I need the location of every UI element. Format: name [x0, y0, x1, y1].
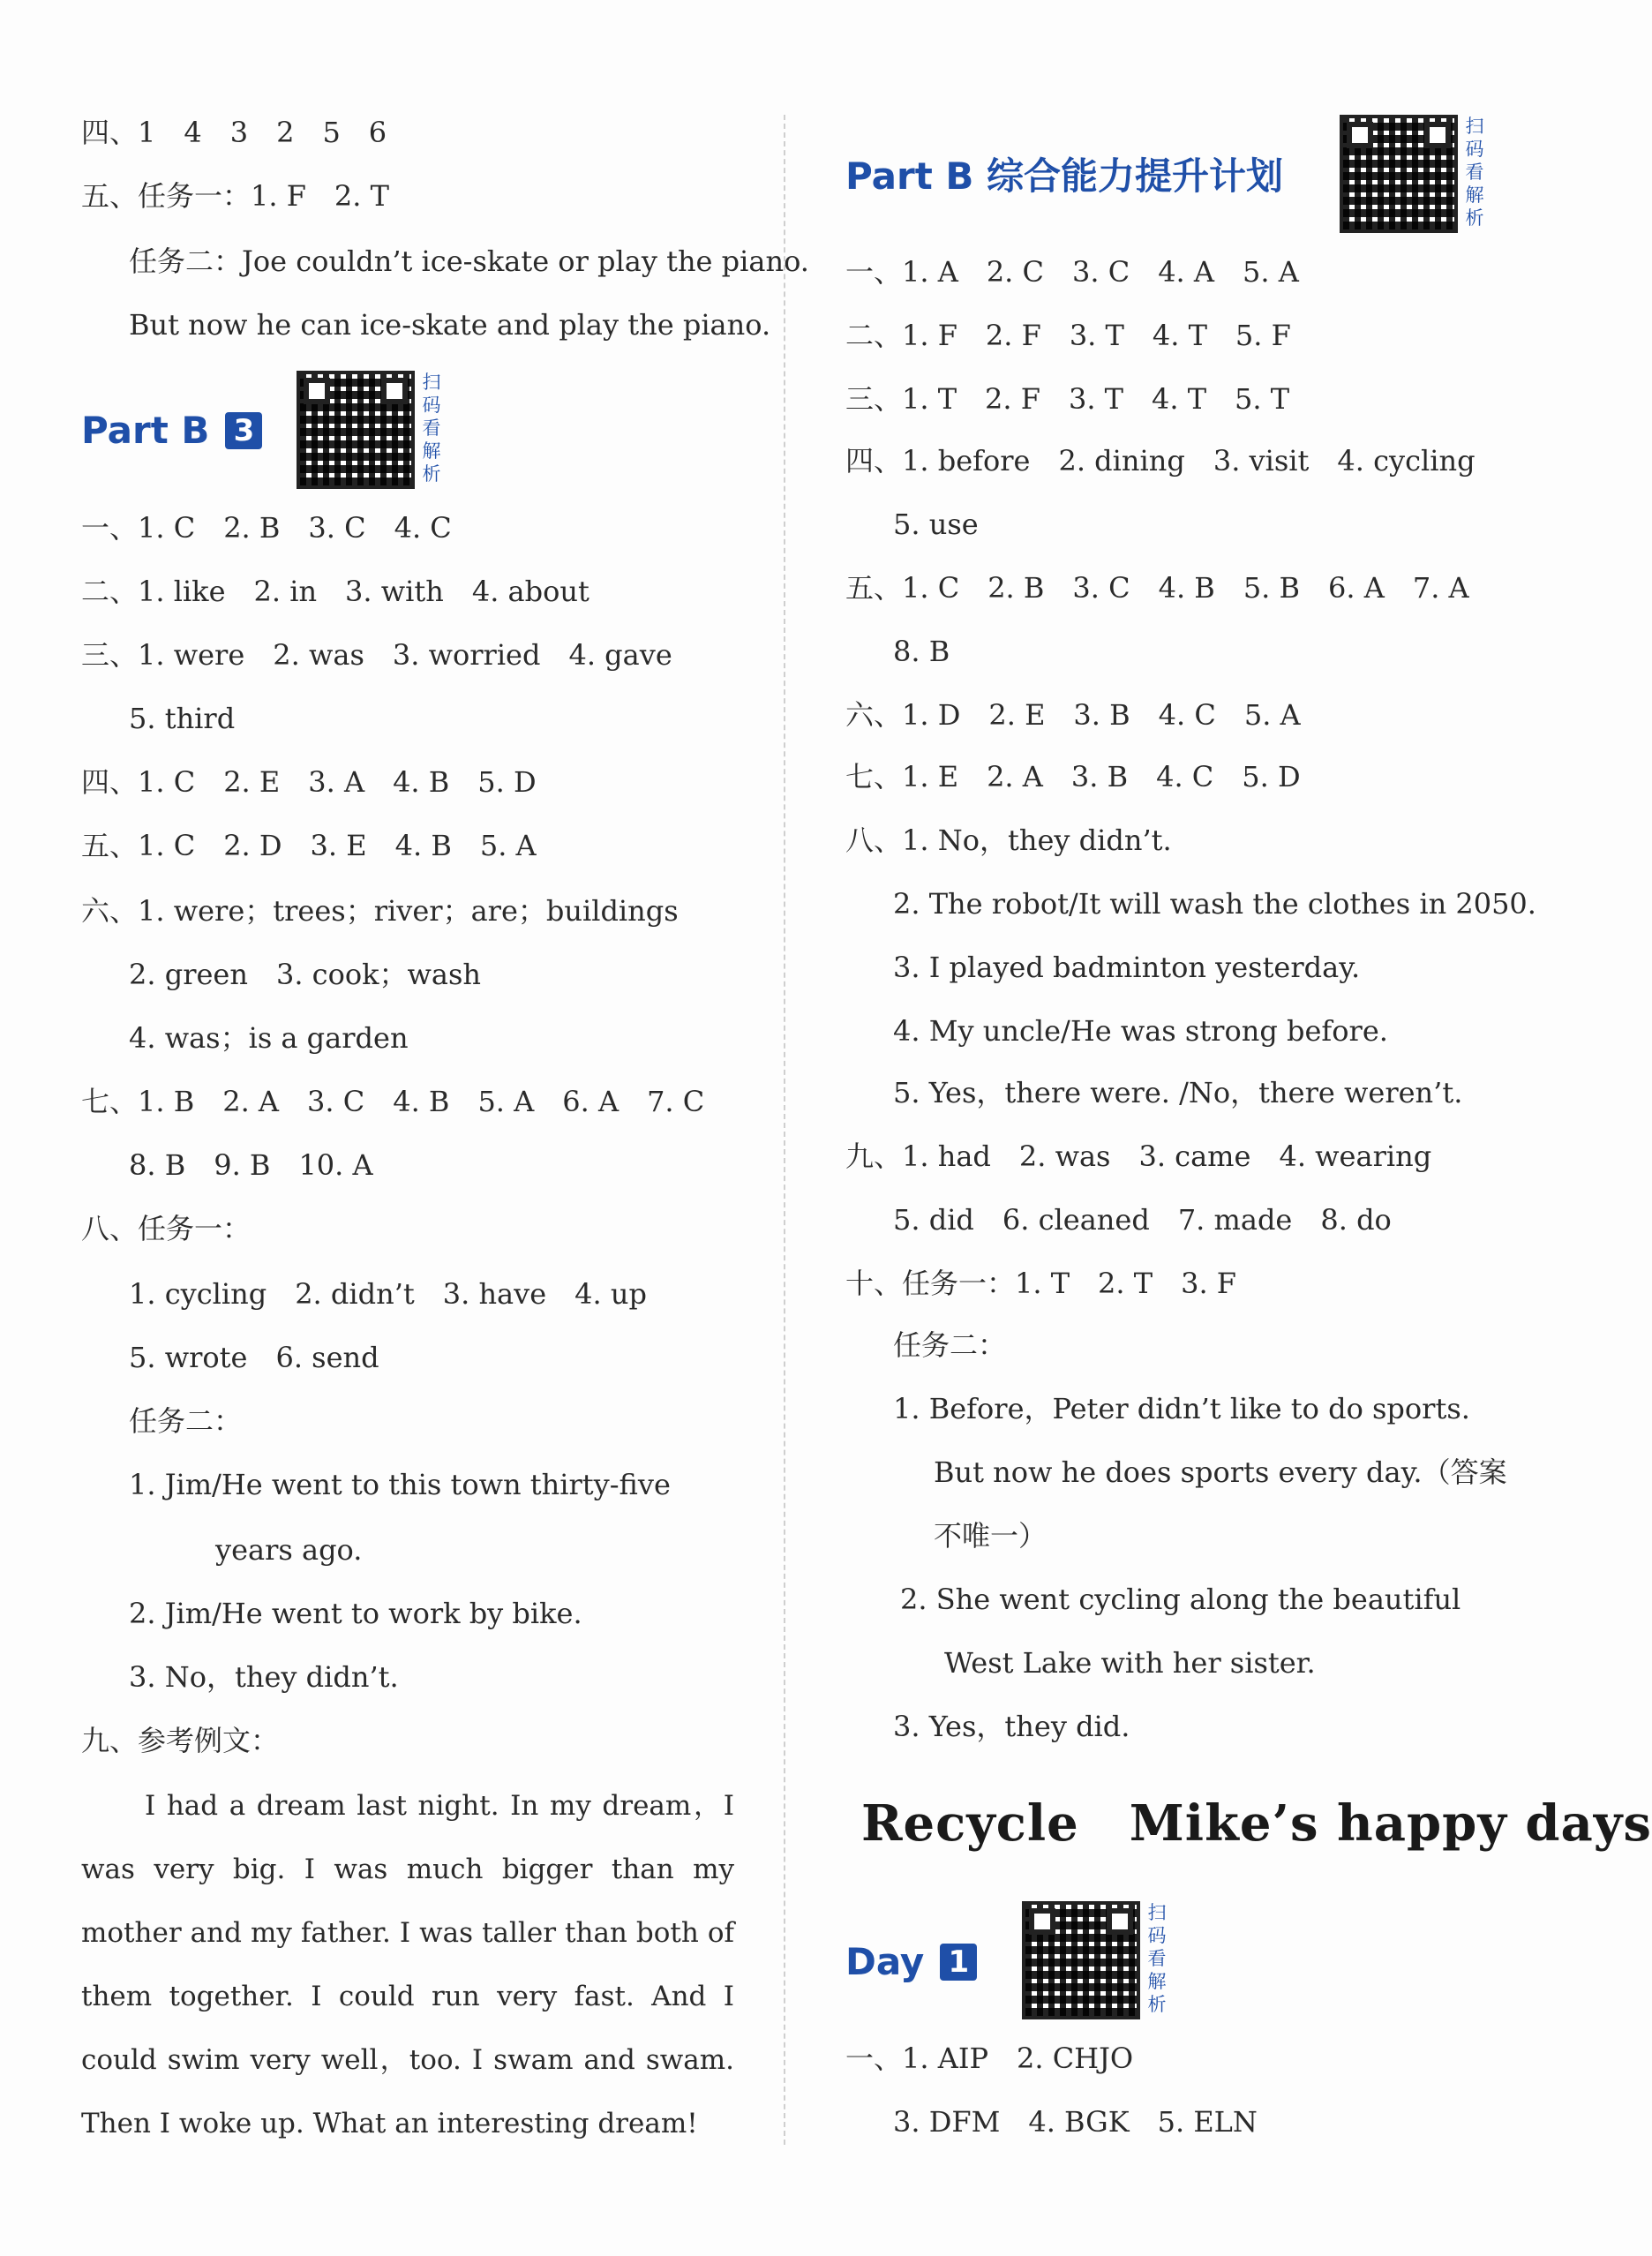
answer-line: 一、1. A 2. C 3. C 4. A 5. A	[845, 255, 1299, 289]
answer-line: 四、1 4 3 2 5 6	[81, 116, 387, 149]
answer-line: West Lake with her sister.	[944, 1646, 1316, 1680]
answer-line: 5. did 6. cleaned 7. made 8. do	[893, 1203, 1392, 1237]
section-title: Day	[845, 1940, 925, 1983]
answer-line: 2. The robot/It will wash the clothes in 2050.	[893, 887, 1536, 921]
answer-line: But now he does sports every day.（答案	[934, 1455, 1507, 1489]
answer-line: 五、1. C 2. B 3. C 4. B 5. B 6. A 7. A	[845, 571, 1469, 605]
answer-line: 十、任务一：1. T 2. T 3. F	[845, 1267, 1237, 1300]
answer-line: 8. B 9. B 10. A	[129, 1148, 373, 1182]
answer-line: 1. cycling 2. didn’t 3. have 4. up	[129, 1277, 647, 1311]
answer-line: 九、1. had 2. was 3. came 4. wearing	[845, 1139, 1432, 1173]
section-heading-partb	[81, 409, 262, 453]
answer-line: 一、1. C 2. B 3. C 4. C	[81, 511, 452, 545]
answer-line: 八、1. No，they didn’t.	[845, 823, 1172, 857]
answer-line: 任务二：	[893, 1328, 1007, 1362]
column-divider	[784, 115, 785, 2145]
answer-line: 不唯一）	[934, 1519, 1048, 1553]
section-number-badge: 1	[940, 1944, 977, 1981]
answer-line: 8. B	[893, 635, 950, 668]
answer-line: 2. She went cycling along the beautiful	[900, 1583, 1461, 1616]
answer-line: 二、1. F 2. F 3. T 4. T 5. F	[845, 319, 1291, 352]
answer-line: 任务二：	[129, 1404, 243, 1438]
section-number-badge: 3	[225, 412, 262, 449]
answer-line: 4. was；is a garden	[129, 1021, 409, 1055]
answer-line: 5. wrote 6. send	[129, 1341, 379, 1374]
recycle-title: Recycle Mike’s happy days	[861, 1794, 1652, 1853]
answer-line: 一、1. AIP 2. CHJO	[845, 2042, 1134, 2075]
answer-line: 3. No，they didn’t.	[129, 1660, 399, 1694]
answer-line: 3. Yes，they did.	[893, 1710, 1130, 1743]
answer-line: 3. I played badminton yesterday.	[893, 951, 1361, 984]
answer-line: 五、1. C 2. D 3. E 4. B 5. A	[81, 829, 537, 862]
answer-line: 三、1. were 2. was 3. worried 4. gave	[81, 638, 672, 672]
scan-label: 扫码看解析	[1465, 116, 1484, 229]
answer-line: 2. green 3. cook；wash	[129, 958, 482, 991]
answer-line: 三、1. T 2. F 3. T 4. T 5. T	[845, 382, 1290, 416]
scan-label: 扫码看解析	[1147, 1902, 1167, 2015]
answer-line: 1. Before，Peter didn’t like to do sports.	[893, 1392, 1470, 1425]
answer-line: 任务二：Joe couldn’t ice-skate or play the piano.	[129, 244, 809, 278]
answer-line: But now he can ice-skate and play the piano.	[129, 308, 771, 342]
answer-line: 五、任务一：1. F 2. T	[81, 179, 389, 213]
answer-line: 5. third	[129, 702, 236, 735]
answer-line: 七、1. E 2. A 3. B 4. C 5. D	[845, 760, 1301, 793]
section-heading-day	[845, 1940, 977, 1984]
answer-line: 四、1. C 2. E 3. A 4. B 5. D	[81, 765, 537, 799]
section-heading-comprehensive: Part B 综合能力提升计划	[845, 154, 1284, 198]
answer-line: 六、1. D 2. E 3. B 4. C 5. A	[845, 698, 1301, 732]
answer-line: 七、1. B 2. A 3. C 4. B 5. A 6. A 7. C	[81, 1085, 705, 1118]
answer-line: 九、参考例文：	[81, 1724, 280, 1757]
qr-code-icon[interactable]	[297, 371, 415, 489]
section-title: Part B	[81, 409, 210, 452]
answer-line: 3. DFM 4. BGK 5. ELN	[893, 2105, 1258, 2139]
scan-label: 扫码看解析	[422, 372, 441, 485]
answer-line: 八、任务一：	[81, 1212, 252, 1245]
answer-line: 1. Jim/He went to this town thirty-five	[129, 1468, 671, 1501]
answer-line: 2. Jim/He went to work by bike.	[129, 1597, 582, 1630]
answer-line: 5. use	[893, 508, 979, 541]
answer-line: 5. Yes，there were. /No，there weren’t.	[893, 1076, 1463, 1109]
qr-code-icon[interactable]	[1022, 1901, 1140, 2019]
answer-line: years ago.	[215, 1533, 363, 1567]
answer-line: 4. My uncle/He was strong before.	[893, 1014, 1388, 1048]
answer-line: 四、1. before 2. dining 3. visit 4. cycling	[845, 444, 1476, 478]
answer-line: 二、1. like 2. in 3. with 4. about	[81, 575, 589, 608]
qr-code-icon[interactable]	[1340, 115, 1458, 233]
answer-line: 六、1. were；trees；river；are；buildings	[81, 894, 679, 928]
sample-essay: I had a dream last night. In my dream，I was very big. I was much bigger than my mother and my father. I was taller than both of them together. I could run very fast. And I could swim very well，too. I swam and swam. Then I woke up. What an interesting dream!	[81, 1790, 734, 2139]
